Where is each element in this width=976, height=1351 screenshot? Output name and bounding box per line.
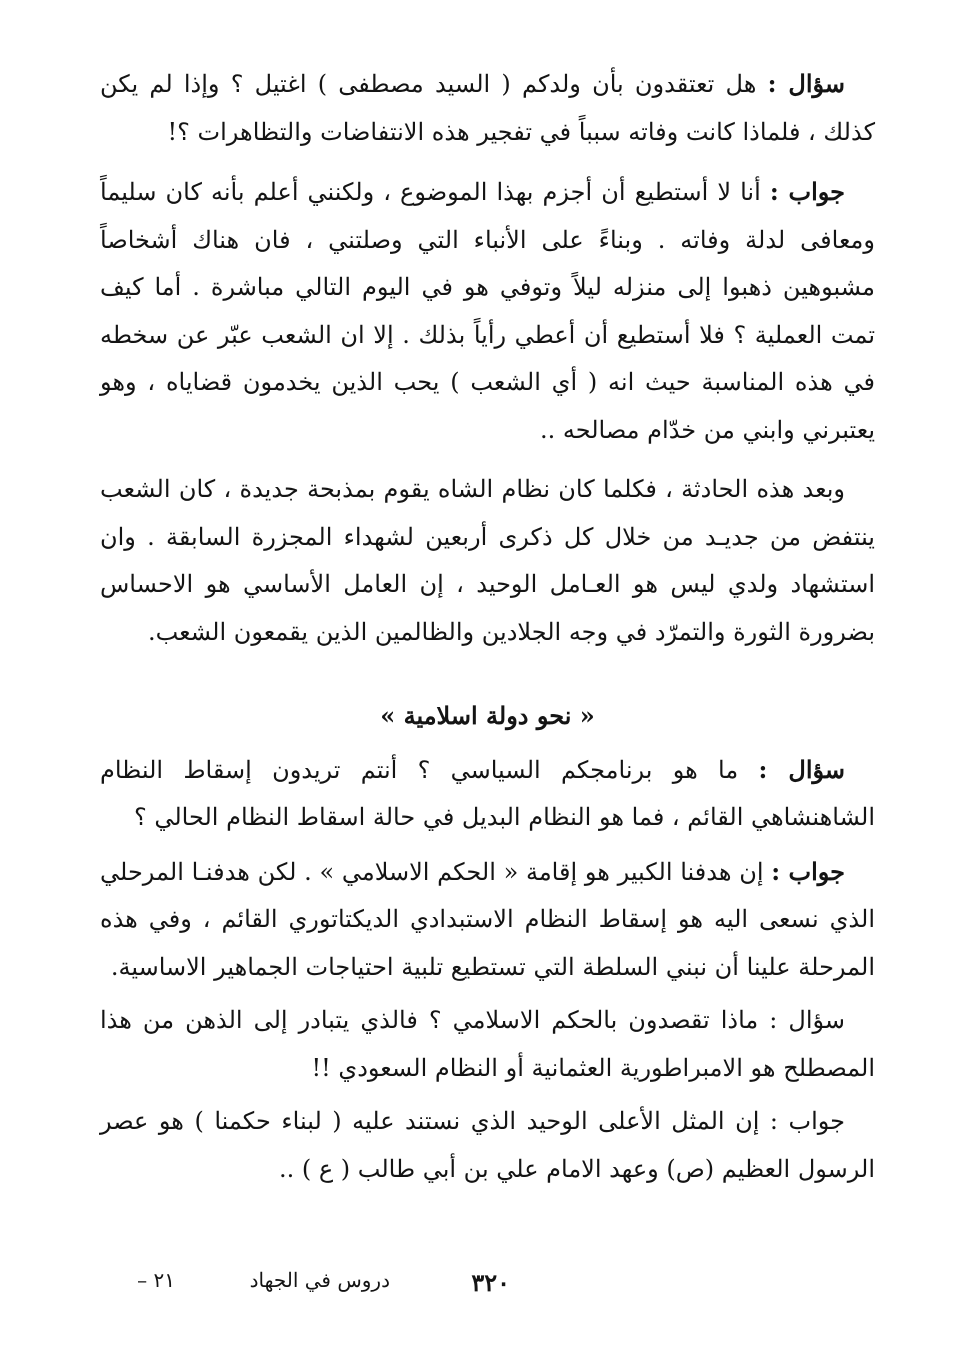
book-title: دروس في الجهاد [249,1268,390,1292]
answer-label: جواب : [769,177,846,206]
page-footer [100,1268,875,1308]
answer-text: إن هدفنا الكبير هو إقامة « الحكم الاسلامي » . لكن هدفنـا المرحلي الذي نسعى اليه هو إسقاط النظام الاستبدادي الديكتاتوري القائم ، وفي هذه المرحلة علينا أن نبني السلطة التي تستطيع تلبية احتياجات الجماهير الاساسية. [100,857,875,981]
section-heading: « نحو دولة اسلامية » [380,701,595,730]
page-number: ٣٢٠ [471,1268,510,1297]
answer-1 [100,168,875,454]
question-1 [100,60,875,156]
signature-mark: ٢١ – [137,1268,175,1292]
question-label: سؤال : [758,754,845,784]
page-body [100,60,875,1193]
question-label: سؤال : [767,69,845,98]
question-2 [100,746,875,842]
question-text: ما هو برنامجكم السياسي ؟ أنتم تريدون إسقاط النظام الشاهنشاهي القائم ، فما هو النظام البديل في حالة اسقاط النظام الحالي ؟ [100,755,875,831]
answer-3: جواب : إن المثل الأعلى الوحيد الذي نستند عليه ( لبناء حكمنا ) هو عصر الرسول العظيم (ص) وعهد الامام علي بن أبي طالب ( ع ) .. [100,1107,875,1183]
answer-label: جواب : [771,856,845,886]
answer-2 [100,848,875,992]
answer-text: أنا لا أستطيع أن أجزم بهذا الموضوع ، ولكنني أعلم بأنه كان سليماً ومعافى لدلة وفاته . وبناءً على الأنباء التي وصلتني ، فان هناك أشخاصاً مشبوهين ذهبوا إلى منزله ليلاً وتوفي هو في اليوم التالي مباشرة . أما كيف تمت العملية ؟ فلا أستطيع أن أعطي رأياً بذلك . إلا ان الشعب عبّر عن سخطه في هذه المناسبة حيث انه ( أي الشعب ) يحب الذين يخدمون قضاياه ، وهو يعتبرني وابني من خدّام مصالحه .. [100,178,875,444]
narrative-paragraph: وبعد هذه الحادثة ، فكلما كان نظام الشاه يقوم بمذبحة جديدة ، كان الشعب ينتفض من جديـد من خلال كل ذكرى أربعين لشهداء المجزرة السابقة . وان استشهاد ولدي ليس هو العـامل الوحيد ، إن العامل الأساسي هو الاحساس بضرورة الثورة والتمرّد في وجه الجلادين والظالمين الذين يقمعون الشعب. [100,475,875,646]
question-3: سؤال : ماذا تقصدون بالحكم الاسلامي ؟ فالذي يتبادر إلى الذهن من هذا المصطلح هو الامبراطورية العثمانية أو النظام السعودي !! [100,1006,875,1082]
question-text: هل تعتقدون بأن ولدكم ( السيد مصطفى ) اغتيل ؟ وإذا لم يكن كذلك ، فلماذا كانت وفاته سبباً في تفجير هذه الانتفاضات والتظاهرات ؟! [100,70,875,146]
